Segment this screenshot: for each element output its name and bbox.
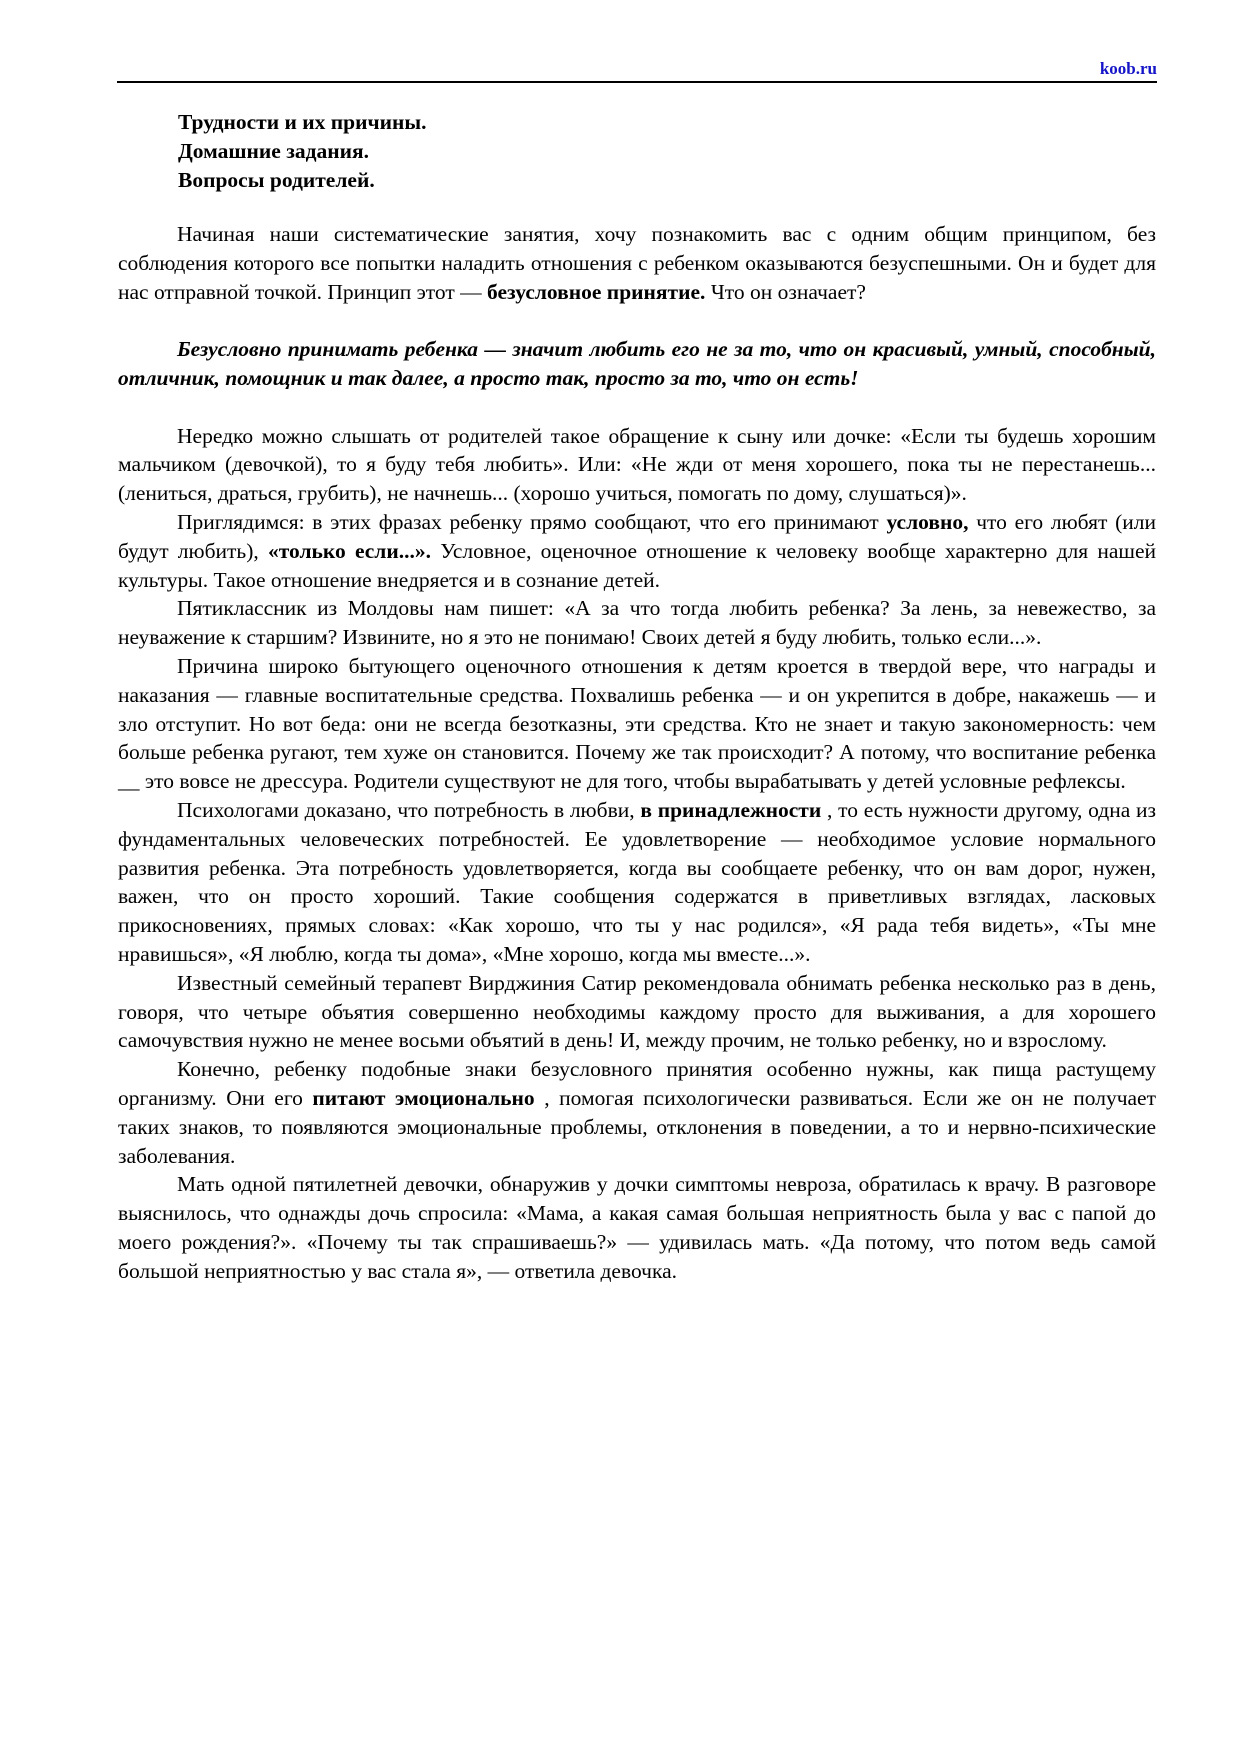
paragraph-conditional: Приглядимся: в этих фразах ребенку прямо сообщают, что его принимают условно, что его любят (или будут любить), «только если...». Условное, оценочное отношение к человеку вообще характерно для нашей культуры. Такое отношение внедряется и в сознание детей.: [118, 509, 1157, 592]
paragraph-fifth-grader: Пятиклассник из Молдовы нам пишет: «А за что тогда любить ребенка? За лень, за невежество, за неуважение к старшим? Извините, но я это не понимаю! Своих детей я буду любить, только если...».: [118, 596, 1156, 650]
paragraph-emotional-nourishment: Конечно, ребенку подобные знаки безусловного принятия особенно нужны, как пища растущему организму. Они его питают эмоционально , помогая психологически развиваться. Если же он не получает таких знаков, то появляются эмоциональные проблемы, отклонения в поведении, а то и нервно-психические заболевания.: [118, 1057, 1156, 1168]
emphasis-belonging: в принадлежности: [640, 797, 822, 822]
paragraph-satir-hugs: Известный семейный терапевт Вирджиния Сатир рекомендовала обнимать ребенка несколько раз в день, говоря, что четыре объятия совершенно необходимы каждому просто для выживания, а для хорошего самочувствия нужно не менее восьми объятий в день! И, между прочим, не только ребенку, но и взрослому.: [118, 970, 1156, 1053]
paragraph-girl-story: Мать одной пятилетней девочки, обнаружив у дочки симптомы невроза, обратилась к врачу. В разговоре выяснилось, что однажды дочь спросила: «Мама, а какая самая большая неприятность была у вас с папой до моего рождения?». «Почему ты так спрашиваешь?» — удивилась мать. «Да потому, что потом ведь самой большой неприятностью у вас стала я», — ответила девочка.: [118, 1172, 1156, 1283]
document-body: [118, 220, 1156, 1285]
paragraph-need-for-love: Психологами доказано, что потребность в любви, в принадлежности , то есть нужности другому, одна из фундаментальных человеческих потребностей. Ее удовлетворение — необходимое условие нормального развития ребенка. Эта потребность удовлетворяется, когда вы сообщаете ребенку, что он вам дорог, нужен, важен, что он просто хороший. Такие сообщения содержатся в приветливых взглядах, ласковых прикосновениях, прямых словах: «Как хорошо, что ты у нас родился», «Я рада тебя видеть», «Ты мне нравишься», «Я люблю, когда ты дома», «Мне хорошо, когда мы вместе...».: [118, 797, 1156, 966]
emphasis-nourish-emotionally: питают эмоционально: [312, 1085, 535, 1110]
header-divider: [117, 81, 1157, 83]
section-headings: [178, 108, 427, 195]
emphasis-unconditional-acceptance: безусловное принятие.: [487, 279, 706, 304]
emphasis-only-if: «только если...».: [267, 538, 431, 563]
site-link[interactable]: koob.ru: [1099, 59, 1157, 78]
emphasis-conditionally: условно,: [886, 509, 969, 534]
heading-difficulties: Трудности и их причины.: [178, 110, 427, 134]
paragraph-rewards-punishments: Причина широко бытующего оценочного отношения к детям кроется в твердой вере, что награды и наказания — главные воспитательные средства. Похвалишь ребенка — и он укрепится в добре, накажешь — и зло отступит. Но вот беда: они не всегда безотказны, эти средства. Кто не знает и такую закономерность: чем больше ребенка ругают, тем хуже он становится. Почему же так происходит? А потому, что воспитание ребенка __ это вовсе не дрессура. Родители существуют не для того, чтобы вырабатывать у детей условные рефлексы.: [118, 653, 1156, 794]
heading-parent-questions: Вопросы родителей.: [178, 168, 375, 192]
key-definition-quote: Безусловно принимать ребенка — значит любить его не за то, что он красивый, умный, способный, отличник, помощник и так далее, а просто так, просто за то, что он есть!: [118, 337, 1156, 390]
paragraph-parent-phrases: Нередко можно слышать от родителей такое обращение к сыну или дочке: «Если ты будешь хорошим мальчиком (девочкой), то я буду тебя любить». Или: «Не жди от меня хорошего, пока ты не перестанешь... (лениться, драться, грубить), не начнешь... (хорошо учиться, помогать по дому, слушаться)».: [118, 423, 1156, 506]
page-header: [117, 56, 1157, 82]
paragraph-intro: Начиная наши систематические занятия, хочу познакомить вас с одним общим принципом, без соблюдения которого все попытки наладить отношения с ребенком оказываются безуспешными. Он и будет для нас отправной точкой. Принцип этот — безусловное принятие. Что он означает?: [118, 222, 1156, 304]
heading-homework: Домашние задания.: [178, 139, 370, 163]
